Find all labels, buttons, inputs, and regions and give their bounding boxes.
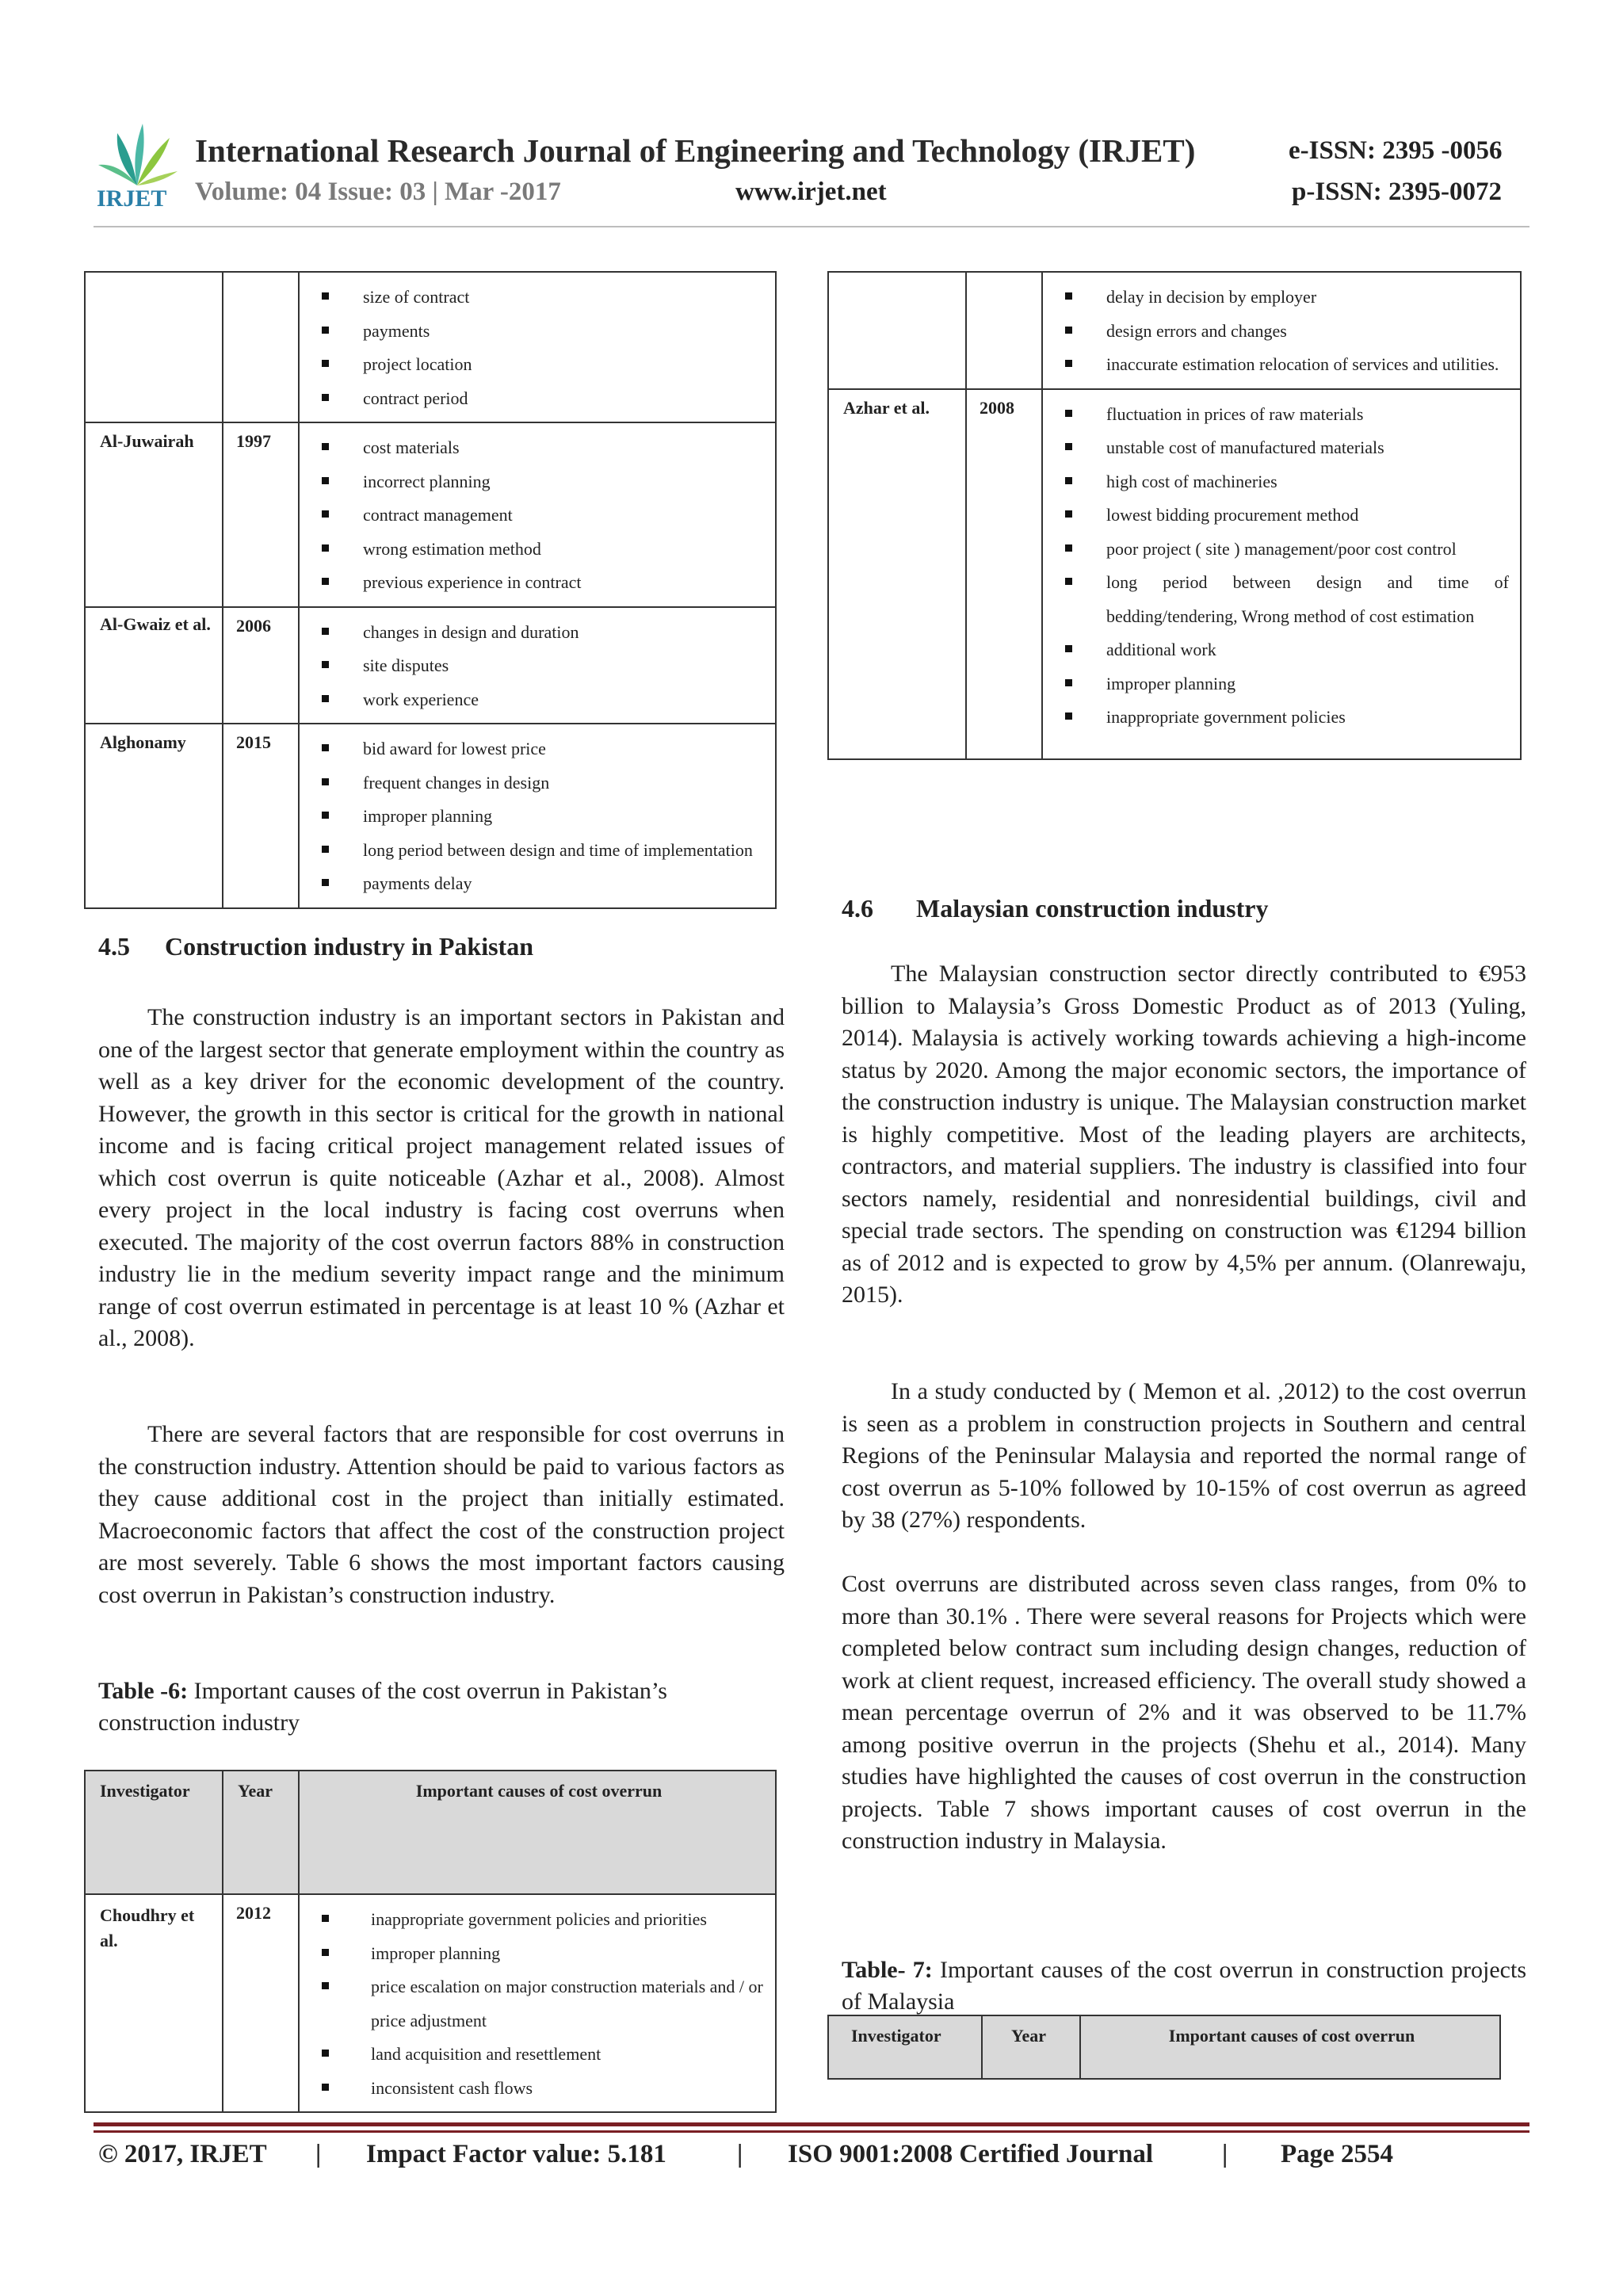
paragraph: There are several factors that are responsible for cost overruns in the construction industry. Attention should be paid to various factors as they cause additional cost in the project than initially estimated. Macroeconomic factors that affect the cost of the construction project are most severely. Table 6 shows the most important factors causing cost overrun in Pakistan’s construction industry. xyxy=(98,1421,785,1608)
cause-item: design errors and changes xyxy=(1057,315,1509,349)
table-row xyxy=(828,389,1521,759)
table-row xyxy=(85,724,776,908)
cause-item: payments xyxy=(314,315,764,349)
cause-item: unstable cost of manufactured materials xyxy=(1057,431,1509,465)
cause-item: payments delay xyxy=(314,867,764,901)
cause-item: project location xyxy=(314,348,764,382)
e-issn: e-ISSN: 2395 -0056 xyxy=(1289,136,1503,165)
table-row xyxy=(85,272,776,422)
footer-copyright: © 2017, IRJET xyxy=(98,2140,267,2168)
cause-item: size of contract xyxy=(314,281,764,315)
section-title: Malaysian construction industry xyxy=(916,894,1269,923)
table-continuation-right xyxy=(827,271,1522,760)
footer-divider xyxy=(94,2122,1529,2126)
section-number: 4.5 xyxy=(98,932,130,961)
volume-issue: Volume: 04 Issue: 03 | Mar -2017 xyxy=(195,178,561,206)
cause-item: poor project ( site ) management/poor cost control xyxy=(1057,533,1509,567)
cause-item: improper planning xyxy=(314,800,764,834)
journal-title: International Research Journal of Engineering and Technology (IRJET) xyxy=(195,132,1196,169)
cause-item: delay in decision by employer xyxy=(1057,281,1509,315)
footer-divider xyxy=(94,2130,1529,2133)
table-continuation-left xyxy=(84,271,777,909)
cause-item: inappropriate government policies and priorities xyxy=(314,1903,764,1937)
year-cell: 1997 xyxy=(223,422,299,607)
column-header: Investigator xyxy=(85,1771,223,1894)
page-number: Page 2554 xyxy=(1281,2140,1394,2168)
table-row xyxy=(85,607,776,724)
causes-cell xyxy=(1042,272,1521,389)
investigator-cell: Al-Juwairah xyxy=(85,422,223,607)
journal-website[interactable]: www.irjet.net xyxy=(735,178,887,206)
cause-item: improper planning xyxy=(314,1937,764,1971)
table-label: Table -6: xyxy=(98,1678,189,1704)
cause-item: inaccurate estimation relocation of services and utilities. xyxy=(1057,348,1509,382)
table-row xyxy=(85,1894,776,2112)
year-cell: 2008 xyxy=(966,389,1042,759)
investigator-cell xyxy=(828,272,966,389)
cause-item: frequent changes in design xyxy=(314,766,764,800)
investigator-cell: Alghonamy xyxy=(85,724,223,908)
paragraph: In a study conducted by ( Memon et al. ,2012) to the cost overrun is seen as a problem in construction projects in Southern and central Regions of the Peninsular Malaysia and reported the normal range of cost overrun as 5-10% followed by 10-15% of cost overrun as agreed by 38 (27%) respondents. xyxy=(842,1378,1526,1533)
p-issn: p-ISSN: 2395-0072 xyxy=(1292,178,1502,206)
caption-text: Important causes of the cost overrun in Pakistan’s construction industry xyxy=(98,1678,667,1736)
year-cell: 2006 xyxy=(223,607,299,724)
paragraph: The construction industry is an important sectors in Pakistan and one of the largest sector that generate employment within the country as well as a key driver for the economic development of the country. However, the growth in this sector is critical for the growth in national income and is facing critical project management related issues of which cost overrun is quite noticeable (Azhar et al., 2008). Almost every project in the local industry is facing cost overruns when executed. The majority of the cost overrun factors 88% in construction industry lie in the medium severity impact range and the minimum range of cost overrun estimated in percentage is at least 10 % (Azhar et al., 2008). xyxy=(98,1004,785,1351)
logo-text: IRJET xyxy=(97,185,167,211)
cause-item: inappropriate government policies xyxy=(1057,701,1509,735)
cause-item: long period between design and time of bedding/tendering, Wrong method of cost estimation xyxy=(1057,566,1509,633)
table-7 xyxy=(827,2015,1501,2080)
section-heading-4-6 xyxy=(842,894,1268,923)
year-cell: 2015 xyxy=(223,724,299,908)
column-header: Important causes of cost overrun xyxy=(299,1771,776,1894)
paragraph: Cost overruns are distributed across seven class ranges, from 0% to more than 30.1% . There were several reasons for Projects which were completed below contract sum including design changes, reduction of work at client request, increased efficiency. The overall study showed a mean percentage overrun of 2% and it was observed to be 11.7% among positive overrun in the projects (Shehu et al., 2014). Many studies have highlighted the causes of cost overrun in the construction projects. Table 7 shows important causes of cost overrun in the construction industry in Malaysia. xyxy=(842,1571,1526,1854)
column-header: Year xyxy=(982,2015,1080,2079)
table-row xyxy=(828,272,1521,389)
table-header-row xyxy=(85,1771,776,1894)
cause-item: wrong estimation method xyxy=(314,533,764,567)
cause-item: contract period xyxy=(314,382,764,416)
causes-cell xyxy=(299,607,776,724)
footer-separator: | xyxy=(737,2140,743,2168)
cause-item: high cost of machineries xyxy=(1057,465,1509,499)
irjet-logo xyxy=(94,116,181,211)
table-6 xyxy=(84,1770,777,2113)
cause-item: bid award for lowest price xyxy=(314,732,764,766)
cause-item: land acquisition and resettlement xyxy=(314,2038,764,2072)
cause-item: additional work xyxy=(1057,633,1509,667)
table-7-caption xyxy=(842,1954,1526,2018)
table-header-row xyxy=(828,2015,1500,2079)
causes-cell xyxy=(299,422,776,607)
header-divider xyxy=(94,226,1529,227)
causes-cell xyxy=(1042,389,1521,759)
investigator-cell xyxy=(85,272,223,422)
cause-item: lowest bidding procurement method xyxy=(1057,499,1509,533)
paragraph: The Malaysian construction sector directly contributed to €953 billion to Malaysia’s Gross Domestic Product as of 2013 (Yuling, 2014). Malaysia is actively working towards achieving a high-income status by 2020. Among the major economic sectors, the importance of the construction industry is unique. The Malaysian construction market is highly competitive. Most of the leading players are architects, contractors, and material suppliers. The industry is classified into four sectors namely, residential and nonresidential buildings, civil and special trade sectors. The spending on construction was €1294 billion as of 2012 and is expected to grow by 4,5% per annum. (Olanrewaju, 2015). xyxy=(842,961,1526,1308)
table-6-caption xyxy=(98,1675,785,1739)
investigator-cell: Choudhry et al. xyxy=(85,1894,223,2112)
column-header: Important causes of cost overrun xyxy=(1080,2015,1500,2079)
year-cell xyxy=(223,272,299,422)
cause-item: cost materials xyxy=(314,431,764,465)
footer-separator: | xyxy=(315,2140,322,2168)
footer-impact-factor: Impact Factor value: 5.181 xyxy=(366,2140,666,2168)
cause-item: fluctuation in prices of raw materials xyxy=(1057,398,1509,432)
cause-item: improper planning xyxy=(1057,667,1509,701)
table-label: Table- 7: xyxy=(842,1957,933,1983)
causes-cell xyxy=(299,724,776,908)
section-title: Construction industry in Pakistan xyxy=(165,932,533,961)
table-row xyxy=(85,422,776,607)
section-number: 4.6 xyxy=(842,894,873,923)
section-heading-4-5 xyxy=(98,932,533,961)
year-cell xyxy=(966,272,1042,389)
cause-item: contract management xyxy=(314,499,764,533)
cause-item: changes in design and duration xyxy=(314,616,764,650)
cause-item: price escalation on major construction materials and / or price adjustment xyxy=(314,1970,764,2038)
causes-cell xyxy=(299,1894,776,2112)
cause-item: previous experience in contract xyxy=(314,566,764,600)
cause-item: long period between design and time of implementation xyxy=(314,834,764,868)
column-header: Year xyxy=(223,1771,299,1894)
cause-item: site disputes xyxy=(314,649,764,683)
cause-item: work experience xyxy=(314,683,764,717)
cause-item: inconsistent cash flows xyxy=(314,2072,764,2106)
year-cell: 2012 xyxy=(223,1894,299,2112)
investigator-cell: Azhar et al. xyxy=(828,389,966,759)
column-header: Investigator xyxy=(828,2015,982,2079)
caption-text: Important causes of the cost overrun in construction projects of Malaysia xyxy=(842,1957,1527,2015)
causes-cell xyxy=(299,272,776,422)
investigator-cell: Al-Gwaiz et al. xyxy=(85,607,223,724)
footer-separator: | xyxy=(1222,2140,1228,2168)
footer-iso: ISO 9001:2008 Certified Journal xyxy=(788,2140,1154,2168)
cause-item: incorrect planning xyxy=(314,465,764,499)
